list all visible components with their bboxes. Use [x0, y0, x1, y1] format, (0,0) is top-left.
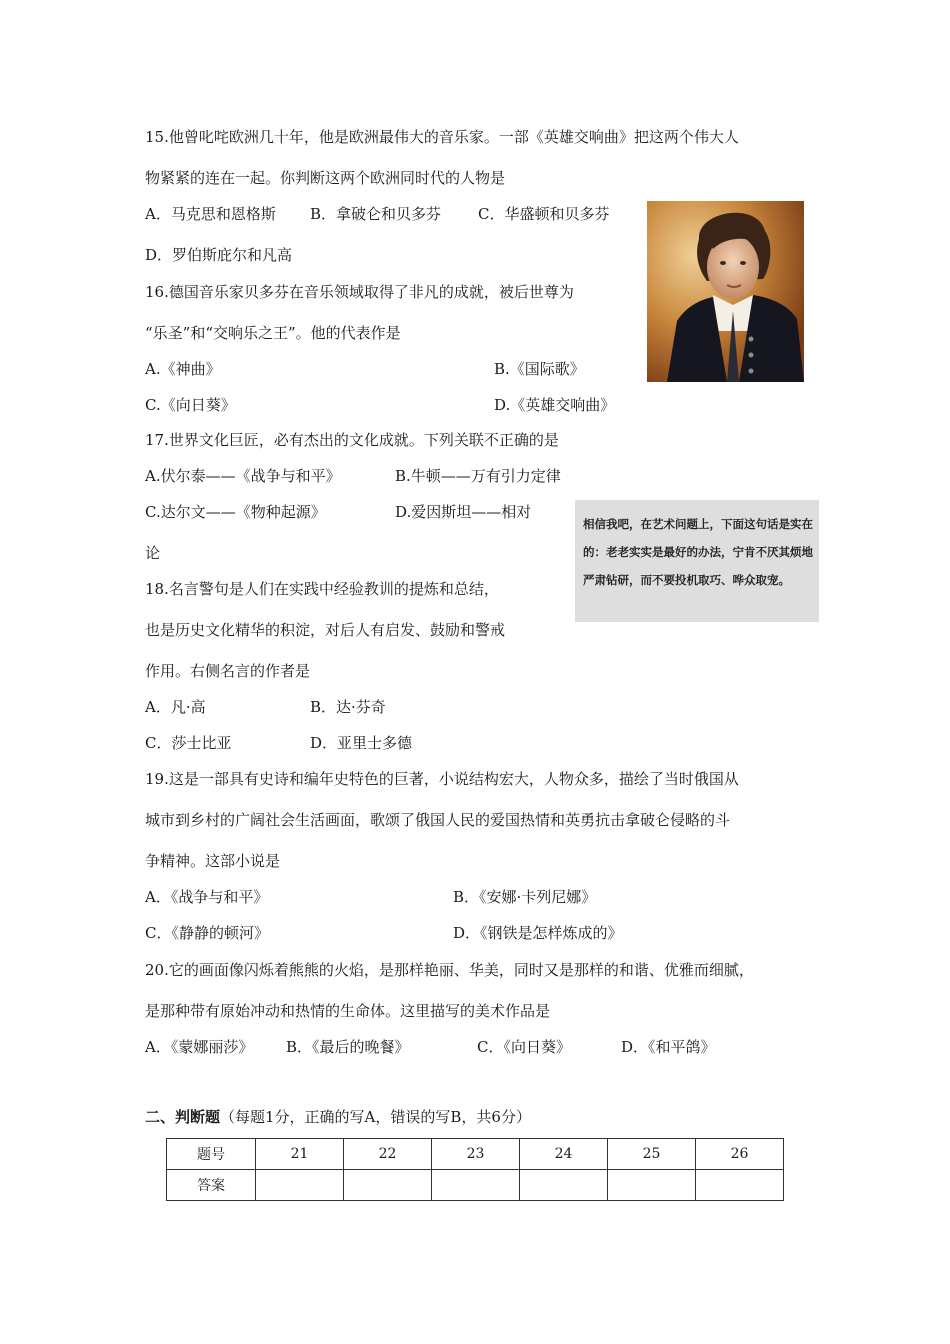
quote-text: 相信我吧，在艺术问题上，下面这句话是实在的：老老实实是最好的办法，宁肯不厌其烦地严肃钻研，而不要投机取巧、哗众取宠。: [583, 517, 813, 587]
q19-option-a: A．《战争与和平》: [145, 888, 269, 906]
table-cell-number: 22: [344, 1139, 432, 1170]
q17-option-c: C.达尔文——《物种起源》: [145, 503, 326, 521]
q16-option-c: C.《向日葵》: [145, 396, 236, 414]
q16-option-d: D.《英雄交响曲》: [494, 396, 616, 414]
q18-option-a: A．凡·高: [145, 698, 206, 716]
answer-cell[interactable]: [256, 1170, 344, 1201]
q15-option-c: C．华盛顿和贝多芬: [478, 205, 610, 223]
table-row-answers: [167, 1170, 784, 1201]
q17-option-d-continuation: 论: [145, 544, 161, 562]
answer-cell[interactable]: [696, 1170, 784, 1201]
answer-cell[interactable]: [432, 1170, 520, 1201]
q17-stem: 17.世界文化巨匠，必有杰出的文化成就。下列关联不正确的是: [145, 431, 559, 449]
q17-option-d: D.爱因斯坦——相对: [395, 503, 532, 521]
q20-stem-line2: 是那种带有原始冲动和热情的生命体。这里描写的美术作品是: [145, 1002, 551, 1020]
quote-image-box: [575, 500, 819, 622]
table-cell-number: 21: [256, 1139, 344, 1170]
q19-stem-line1: 19.这是一部具有史诗和编年史特色的巨著，小说结构宏大，人物众多，描绘了当时俄国从: [145, 770, 739, 788]
q15-option-d: D．罗伯斯庇尔和凡高: [145, 246, 293, 264]
section-2-title: 二、判断题: [145, 1108, 221, 1126]
table-header-question-number: 题号: [167, 1139, 256, 1170]
q19-option-c: C．《静静的顿河》: [145, 924, 269, 942]
q17-option-b: B.牛顿——万有引力定律: [395, 467, 561, 485]
q18-stem-line2: 也是历史文化精华的积淀，对后人有启发、鼓励和警戒: [145, 621, 506, 639]
q20-option-c: C．《向日葵》: [477, 1038, 571, 1056]
q19-stem-line2: 城市到乡村的广阔社会生活画面，歌颂了俄国人民的爱国热情和英勇抗击拿破仑侵略的斗: [145, 811, 731, 829]
q16-option-a: A.《神曲》: [145, 360, 221, 378]
q18-stem-line1: 18.名言警句是人们在实践中经验教训的提炼和总结，: [145, 580, 499, 598]
q20-option-a: A．《蒙娜丽莎》: [145, 1038, 254, 1056]
section-2-note: （每题1分，正确的写A，错误的写B，共6分）: [220, 1108, 531, 1126]
q18-option-c: C．莎士比亚: [145, 734, 232, 752]
q18-option-d: D．亚里士多德: [310, 734, 413, 752]
section-2-heading: [145, 1107, 531, 1127]
q16-option-b: B.《国际歌》: [494, 360, 585, 378]
q20-stem-line1: 20.它的画面像闪烁着熊熊的火焰，是那样艳丽、华美，同时又是那样的和谐、优雅而细腻，: [145, 961, 754, 979]
table-row-numbers: [167, 1139, 784, 1170]
answer-cell[interactable]: [520, 1170, 608, 1201]
table-cell-number: 25: [608, 1139, 696, 1170]
q19-option-b: B．《安娜·卡列尼娜》: [453, 888, 597, 906]
q15-option-a: A．马克思和恩格斯: [145, 205, 276, 223]
q20-option-b: B．《最后的晚餐》: [286, 1038, 410, 1056]
beethoven-portrait-image: [647, 201, 804, 382]
table-header-answer: 答案: [167, 1170, 256, 1201]
answer-cell[interactable]: [608, 1170, 696, 1201]
answer-table: [166, 1138, 784, 1201]
q15-stem-line1: 15.他曾叱咤欧洲几十年，他是欧洲最伟大的音乐家。一部《英雄交响曲》把这两个伟大人: [145, 128, 739, 146]
q18-option-b: B．达·芬奇: [310, 698, 386, 716]
table-cell-number: 23: [432, 1139, 520, 1170]
q16-stem-line2: “乐圣”和“交响乐之王”。他的代表作是: [145, 324, 401, 342]
table-cell-number: 24: [520, 1139, 608, 1170]
q19-option-d: D．《钢铁是怎样炼成的》: [453, 924, 623, 942]
q17-option-a: A.伏尔泰——《战争与和平》: [145, 467, 341, 485]
q19-stem-line3: 争精神。这部小说是: [145, 852, 281, 870]
q20-option-d: D．《和平鸽》: [621, 1038, 716, 1056]
table-cell-number: 26: [696, 1139, 784, 1170]
q18-stem-line3: 作用。右侧名言的作者是: [145, 662, 311, 680]
q15-option-b: B．拿破仑和贝多芬: [310, 205, 442, 223]
q16-stem-line1: 16.德国音乐家贝多芬在音乐领域取得了非凡的成就，被后世尊为: [145, 283, 574, 301]
q15-stem-line2: 物紧紧的连在一起。你判断这两个欧洲同时代的人物是: [145, 169, 506, 187]
answer-cell[interactable]: [344, 1170, 432, 1201]
